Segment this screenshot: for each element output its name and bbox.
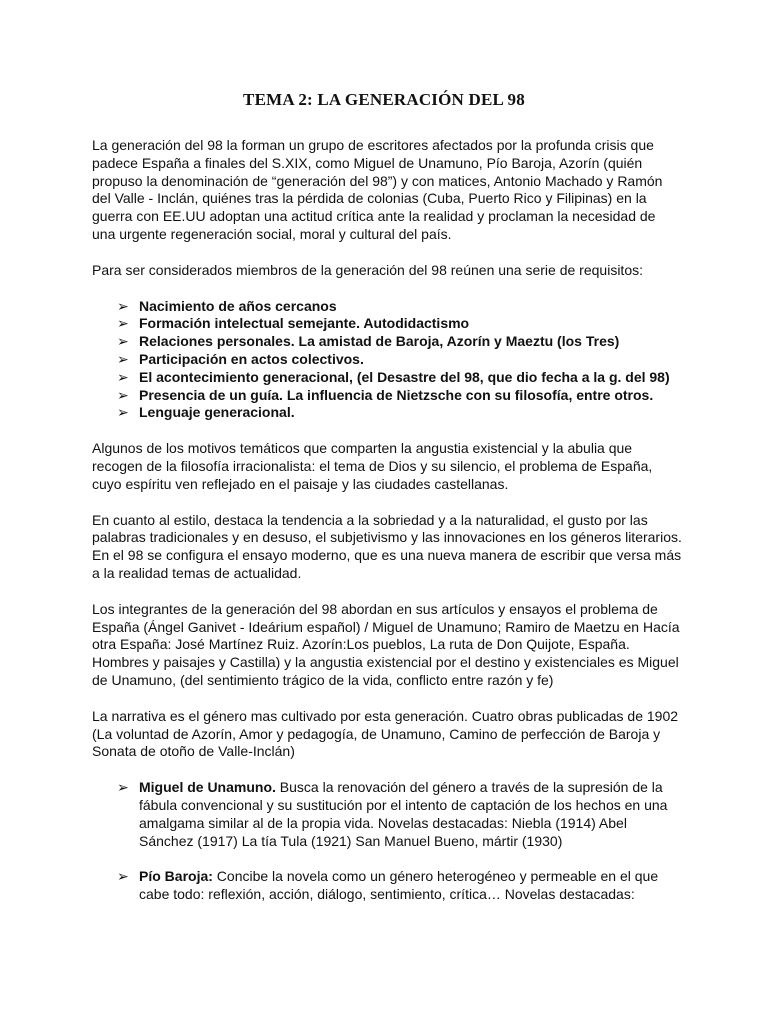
spacer	[92, 850, 682, 868]
authors-list	[92, 779, 682, 904]
arrow-bullet-icon: ➢	[117, 404, 129, 421]
author-name: Miguel de Unamuno.	[139, 779, 276, 796]
list-item: ➢ Presencia de un guía. La influencia de Nietzsche con su filosofía, entre otros.	[117, 386, 654, 403]
arrow-bullet-icon: ➢	[117, 350, 129, 367]
essays-paragraph: Los integrantes de la generación del 98 abordan en sus artículos y ensayos el problema de España (Ángel Ganivet - Ideárium español) / Miguel de Unamuno; Ramiro de Maetzu en Hacía otra España: José Martínez Ruiz. Azorín:Los pueblos, La ruta de Don Quijote, España. Hombres y paisajes y Castilla) y la angustia existencial por el destino y existenciales es Miguel de Unamuno, (del sentimiento trágico de la vida, conflicto entre razón y fe)	[92, 600, 680, 688]
narrative-paragraph: La narrativa es el género mas cultivado por esta generación. Cuatro obras publicadas de 1902 (La voluntad de Azorín, Amor y pedagogía, de Unamuno, Camino de perfección de Baroja y Sonata de otoño de Valle-Inclán)	[92, 707, 679, 760]
list-item	[92, 779, 682, 850]
intro-paragraph: La generación del 98 la forman un grupo de escritores afectados por la profunda crisis que padece España a finales del S.XIX, como Miguel de Unamuno, Pío Baroja, Azorín (quién propuso la denominación de “generación del 98”) y con matices, Antonio Machado y Ramón del Valle - Inclán, quiénes tras la pérdida de colonias (Cuba, Puerto Rico y Filipinas) en la guerra con EE.UU adoptan una actitud crítica ante la realidad y proclaman la necesidad de una urgente regeneración social, moral y cultural del país.	[92, 137, 663, 242]
arrow-bullet-icon: ➢	[117, 315, 129, 332]
arrow-bullet-icon: ➢	[117, 297, 129, 314]
motifs-paragraph: Algunos de los motivos temáticos que comparten la angustia existencial y la abulia que recogen de la filosofía irracionalista: el tema de Dios y su silencio, el problema de España, cuyo espíritu ven reflejado en el paisaje y las ciudades castellanas.	[92, 440, 653, 492]
list-item: ➢ Nacimiento de años cercanos	[117, 297, 337, 314]
arrow-bullet-icon: ➢	[117, 386, 129, 403]
requisites-intro: Para ser considerados miembros de la generación del 98 reúnen una serie de requisitos:	[92, 261, 643, 278]
list-item: ➢ El acontecimiento generacional, (el Desastre del 98, que dio fecha a la g. del 98)	[117, 368, 670, 385]
style-paragraph: En cuanto al estilo, destaca la tendencia a la sobriedad y a la naturalidad, el gusto por las palabras tradicionales y en desuso, el subjetivismo y las innovaciones en los géneros literarios. En el 98 se configura el ensayo moderno, que es una nueva manera de escribir que versa más a la realidad temas de actualidad.	[92, 511, 682, 581]
list-item	[92, 868, 682, 904]
arrow-bullet-icon: ➢	[117, 868, 129, 885]
arrow-bullet-icon: ➢	[117, 368, 129, 385]
list-item: ➢ Lenguaje generacional.	[117, 404, 295, 421]
author-description: Busca la renovación del género a través de la supresión de la fábula convencional y su sustitución por el intento de captación de los hechos en una amalgama similar al de la propia vida. Novelas destacadas: Niebla (1914) Abel Sánchez (1917) La tía Tula (1921) San Manuel Bueno, mártir (1930)	[139, 779, 668, 849]
author-description: Concibe la novela como un género heterogéneo y permeable en el que cabe todo: reflexión, acción, diálogo, sentimiento, crítica… Novelas destacadas:	[139, 868, 659, 903]
document-title: TEMA 2: LA GENERACIÓN DEL 98	[243, 90, 525, 109]
list-item: ➢ Relaciones personales. La amistad de Baroja, Azorín y Maeztu (los Tres)	[117, 333, 620, 350]
list-item: ➢ Formación intelectual semejante. Autodidactismo	[117, 315, 470, 332]
arrow-bullet-icon: ➢	[117, 779, 129, 796]
requisites-list	[92, 298, 682, 423]
list-item: ➢ Participación en actos colectivos.	[117, 350, 364, 367]
author-name: Pío Baroja:	[139, 868, 213, 885]
arrow-bullet-icon: ➢	[117, 333, 129, 350]
document-body	[92, 137, 682, 904]
